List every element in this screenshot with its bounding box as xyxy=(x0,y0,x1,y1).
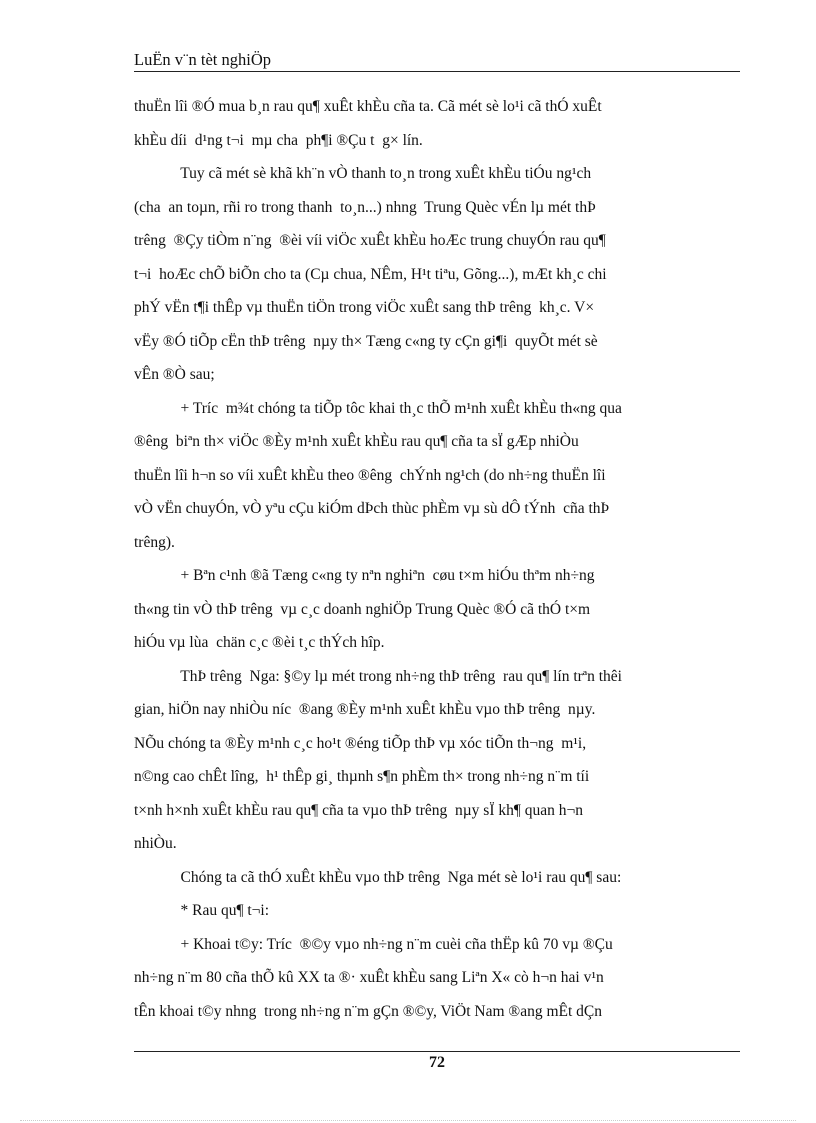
text-line: + Bªn c¹nh ®ã Tæng c«ng ty nªn nghiªn cøu t×m hiÓu thªm nh÷ng xyxy=(134,567,595,584)
text-line: * Rau qu¶ t¬i: xyxy=(134,902,270,919)
text-line: nhiÒu. xyxy=(134,835,177,852)
text-line: vÊn ®Ò sau; xyxy=(134,366,215,383)
body-text xyxy=(134,90,740,1028)
text-line: + Tríc m¾t chóng ta tiÕp tôc khai th¸c thÕ m¹nh xuÊt khÈu th«ng qua xyxy=(134,399,622,417)
running-title: LuËn v¨n tèt nghiÖp xyxy=(134,50,272,69)
text-line: vÒ vËn chuyÓn, vÒ yªu cÇu kiÓm dÞch thùc phÈm vµ sù dÔ tÝnh cña thÞ xyxy=(134,500,610,517)
text-line: phÝ vËn t¶i thÊp vµ thuËn tiÖn trong viÖc xuÊt sang thÞ trêng kh¸c. V× xyxy=(134,299,595,316)
text-line: tÊn khoai t©y nhng trong nh÷ng n¨m gÇn ®©y, ViÖt Nam ®ang mÊt dÇn xyxy=(134,1002,602,1020)
text-line: trêng ®Çy tiÒm n¨ng ®èi víi viÖc xuÊt khÈu hoÆc trung chuyÓn rau qu¶ xyxy=(134,232,606,249)
text-line: t¬i hoÆc chÕ biÕn cho ta (Cµ chua, NÊm, H¹t tiªu, Gõng...), mÆt kh¸c chi xyxy=(134,265,607,283)
text-line: thuËn lîi ®Ó mua b¸n rau qu¶ xuÊt khÈu cña ta. Cã mét sè lo¹i cã thÓ xuÊt xyxy=(134,98,602,115)
text-line: vËy ®Ó tiÕp cËn thÞ trêng nµy th× Tæng c«ng ty cÇn gi¶i quyÕt mét sè xyxy=(134,332,598,350)
text-line: ThÞ trêng Nga: §©y lµ mét trong nh÷ng thÞ trêng rau qu¶ lín trªn thêi xyxy=(134,667,622,685)
running-header xyxy=(134,50,740,72)
page-edge-dotted-line xyxy=(20,1120,796,1121)
text-line: Chóng ta cã thÓ xuÊt khÈu vµo thÞ trêng Nga mét sè lo¹i rau qu¶ sau: xyxy=(134,868,622,886)
text-line: khÈu díi d¹ng t¬i mµ cha ph¶i ®Çu t g× lín. xyxy=(134,131,423,149)
text-line: n©ng cao chÊt lîng, h¹ thÊp gi¸ thµnh s¶n phÈm th× trong nh÷ng n¨m tíi xyxy=(134,768,590,785)
text-line: thuËn lîi h¬n so víi xuÊt khÈu theo ®êng chÝnh ng¹ch (do nh÷ng thuËn lîi xyxy=(134,466,606,484)
page-number: 72 xyxy=(429,1054,445,1071)
text-line: t×nh h×nh xuÊt khÈu rau qu¶ cña ta vµo thÞ trêng nµy sÏ kh¶ quan h¬n xyxy=(134,801,584,819)
text-line: (cha an toµn, rñi ro trong thanh to¸n...) nhng Trung Quèc vÉn lµ mét thÞ xyxy=(134,198,596,216)
text-line: NÕu chóng ta ®Èy m¹nh c¸c ho¹t ®éng tiÕp thÞ vµ xóc tiÕn th¬ng m¹i, xyxy=(134,734,587,752)
text-line: nh÷ng n¨m 80 cña thÕ kû XX ta ®· xuÊt khÈu sang Liªn X« cò h¬n hai v¹n xyxy=(134,969,604,986)
text-line: trêng). xyxy=(134,533,175,551)
text-line: + Khoai t©y: Tríc ®©y vµo nh÷ng n¨m cuèi cña thËp kû 70 vµ ®Çu xyxy=(134,935,613,953)
text-line: Tuy cã mét sè khã kh¨n vÒ thanh to¸n trong xuÊt khÈu tiÓu ng¹ch xyxy=(134,165,592,182)
text-line: ®êng biªn th× viÖc ®Èy m¹nh xuÊt khÈu rau qu¶ cña ta sÏ gÆp nhiÒu xyxy=(134,433,579,450)
footer-rule xyxy=(134,1051,740,1052)
text-line: gian, hiÖn nay nhiÒu níc ®ang ®Èy m¹nh xuÊt khÈu vµo thÞ trêng nµy. xyxy=(134,701,596,718)
text-line: hiÓu vµ lùa chän c¸c ®èi t¸c thÝch hîp. xyxy=(134,634,385,651)
text-line: th«ng tin vÒ thÞ trêng vµ c¸c doanh nghiÖp Trung Quèc ®Ó cã thÓ t×m xyxy=(134,600,591,618)
